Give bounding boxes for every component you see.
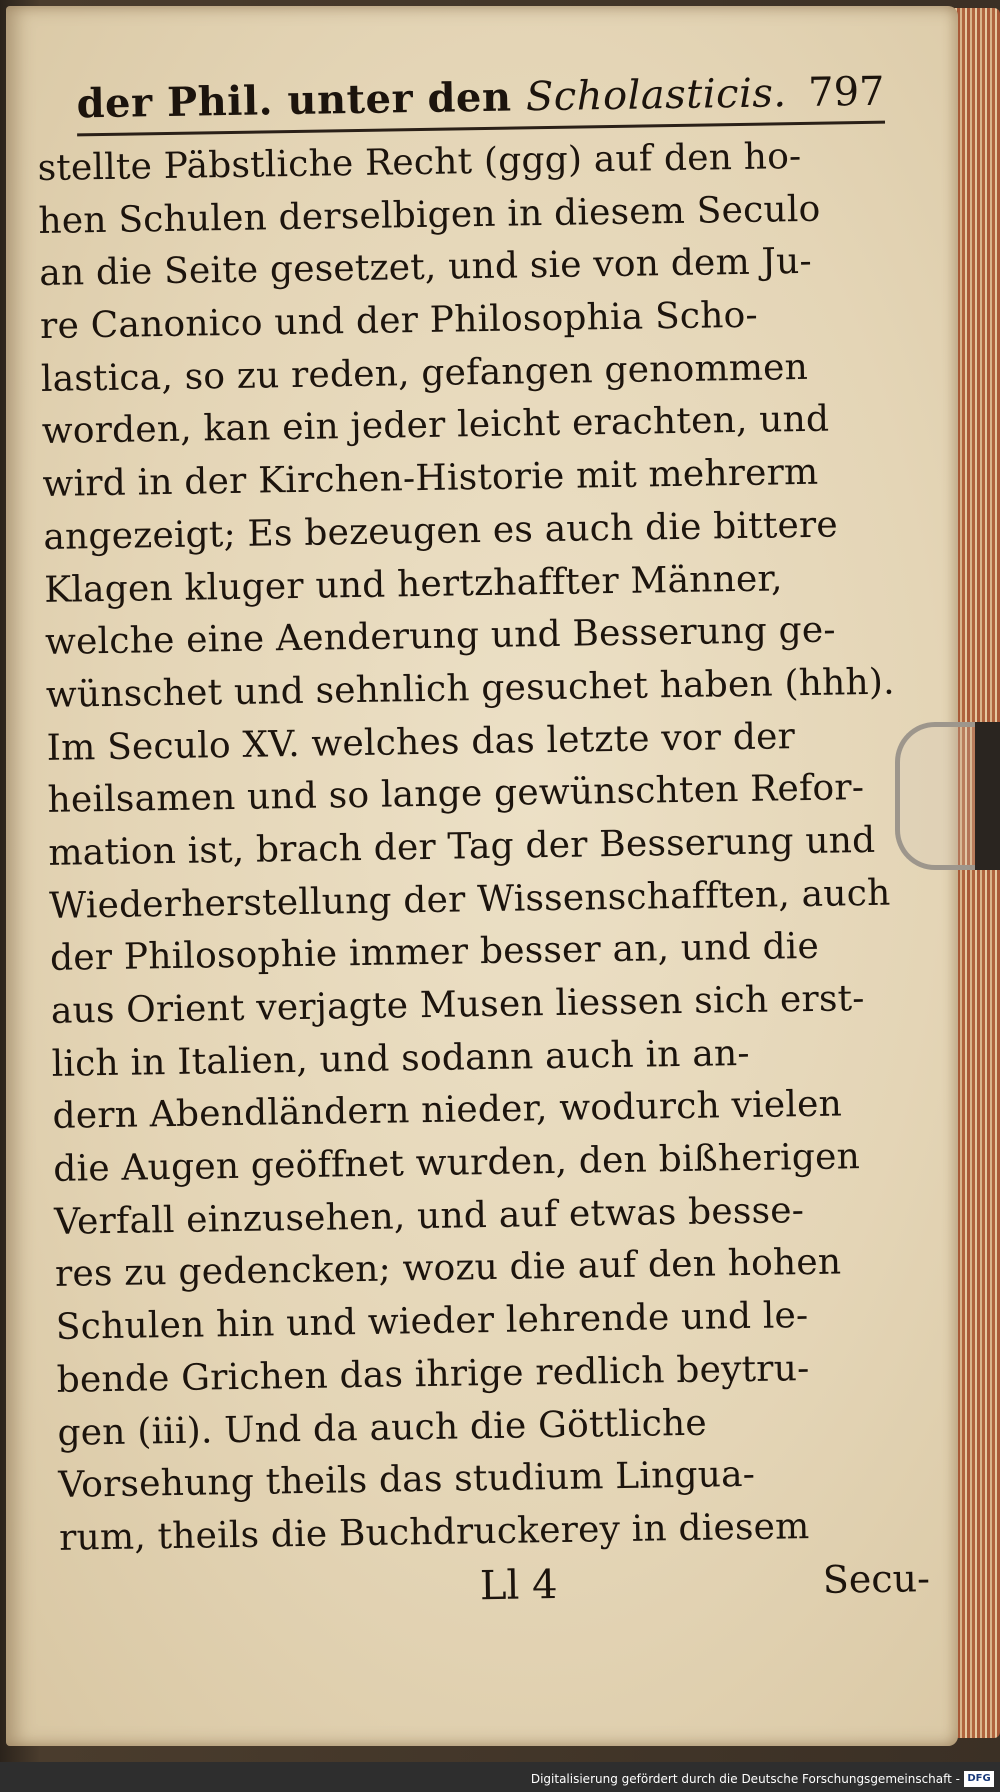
text-line: bende Grichen das ihrige redlich beytru- [56, 1347, 810, 1401]
text-line: Im Seculo XV. welches das letzte vor der [46, 715, 796, 769]
text-line: lastica, so zu reden, gefangen genommen [40, 346, 809, 400]
book-page [6, 6, 958, 1746]
text-line: wünschet und sehnlich gesuchet haben (hhh). [45, 661, 896, 716]
text-line: welche eine Aenderung und Besserung ge- [44, 609, 836, 664]
text-line: rum, theils die Buchdruckerey in diesem [58, 1505, 810, 1559]
text-line: worden, kan ein jeder leicht erachten, und [41, 399, 830, 453]
text-line: lich in Italien, und sodann auch in an- [51, 1032, 750, 1085]
text-line: res zu gedencken; wozu die auf den hohen [54, 1241, 842, 1296]
text-line: gen (iii). Und da auch die Göttliche [57, 1402, 708, 1454]
book-page-edges [952, 8, 1000, 1738]
credit-bar [0, 1762, 1000, 1792]
running-title-italic: Scholasticis. [525, 70, 787, 121]
signature-mark: Ll 4 [479, 1561, 558, 1609]
text-line: stellte Päbstliche Recht (ggg) auf den ho- [37, 135, 802, 189]
page-footer [60, 1555, 931, 1629]
credit-text: Digitalisierung gefördert durch die Deutsche Forschungsgemeinschaft - [530, 1772, 960, 1786]
text-line: Klagen kluger und hertzhaffter Männer, [43, 557, 783, 611]
text-line: wird in der Kirchen-Historie mit mehrerm [42, 451, 819, 506]
text-line: aus Orient verjagte Musen liessen sich erst- [50, 978, 865, 1032]
text-line: an die Seite gesetzet, und sie von dem Ju- [38, 241, 813, 295]
running-title [76, 69, 787, 127]
text-line: re Canonico und der Philosophia Scho- [39, 294, 759, 348]
text-line: die Augen geöffnet wurden, den bißherigen [53, 1136, 861, 1190]
text-line: mation ist, brach der Tag der Besserung und [48, 819, 876, 874]
page-number: 797 [807, 68, 885, 116]
dfg-logo-icon: DFG [964, 1771, 994, 1787]
running-head [76, 51, 885, 137]
running-title-plain: der Phil. unter den [76, 73, 527, 128]
text-line: angezeigt; Es bezeugen es auch die bittere [43, 504, 839, 558]
text-line: dern Abendländern nieder, wodurch vielen [52, 1083, 843, 1138]
body-text [37, 130, 899, 1566]
text-line: der Philosophie immer besser an, und die [49, 926, 820, 980]
text-line: Vorsehung theils das studium Lingua- [58, 1454, 756, 1507]
text-line: heilsamen und so lange gewünschten Refor- [47, 767, 865, 822]
bookmark-band [975, 722, 1000, 870]
text-line: Verfall einzusehen, und auf etwas besse- [53, 1189, 805, 1243]
text-block [36, 51, 931, 1630]
catchword: Secu- [822, 1555, 931, 1602]
text-line: hen Schulen derselbigen in diesem Seculo [38, 188, 821, 242]
text-line: Wiederherstellung der Wissenschafften, auch [48, 872, 891, 927]
text-line: Schulen hin und wieder lehrende und le- [55, 1295, 809, 1348]
